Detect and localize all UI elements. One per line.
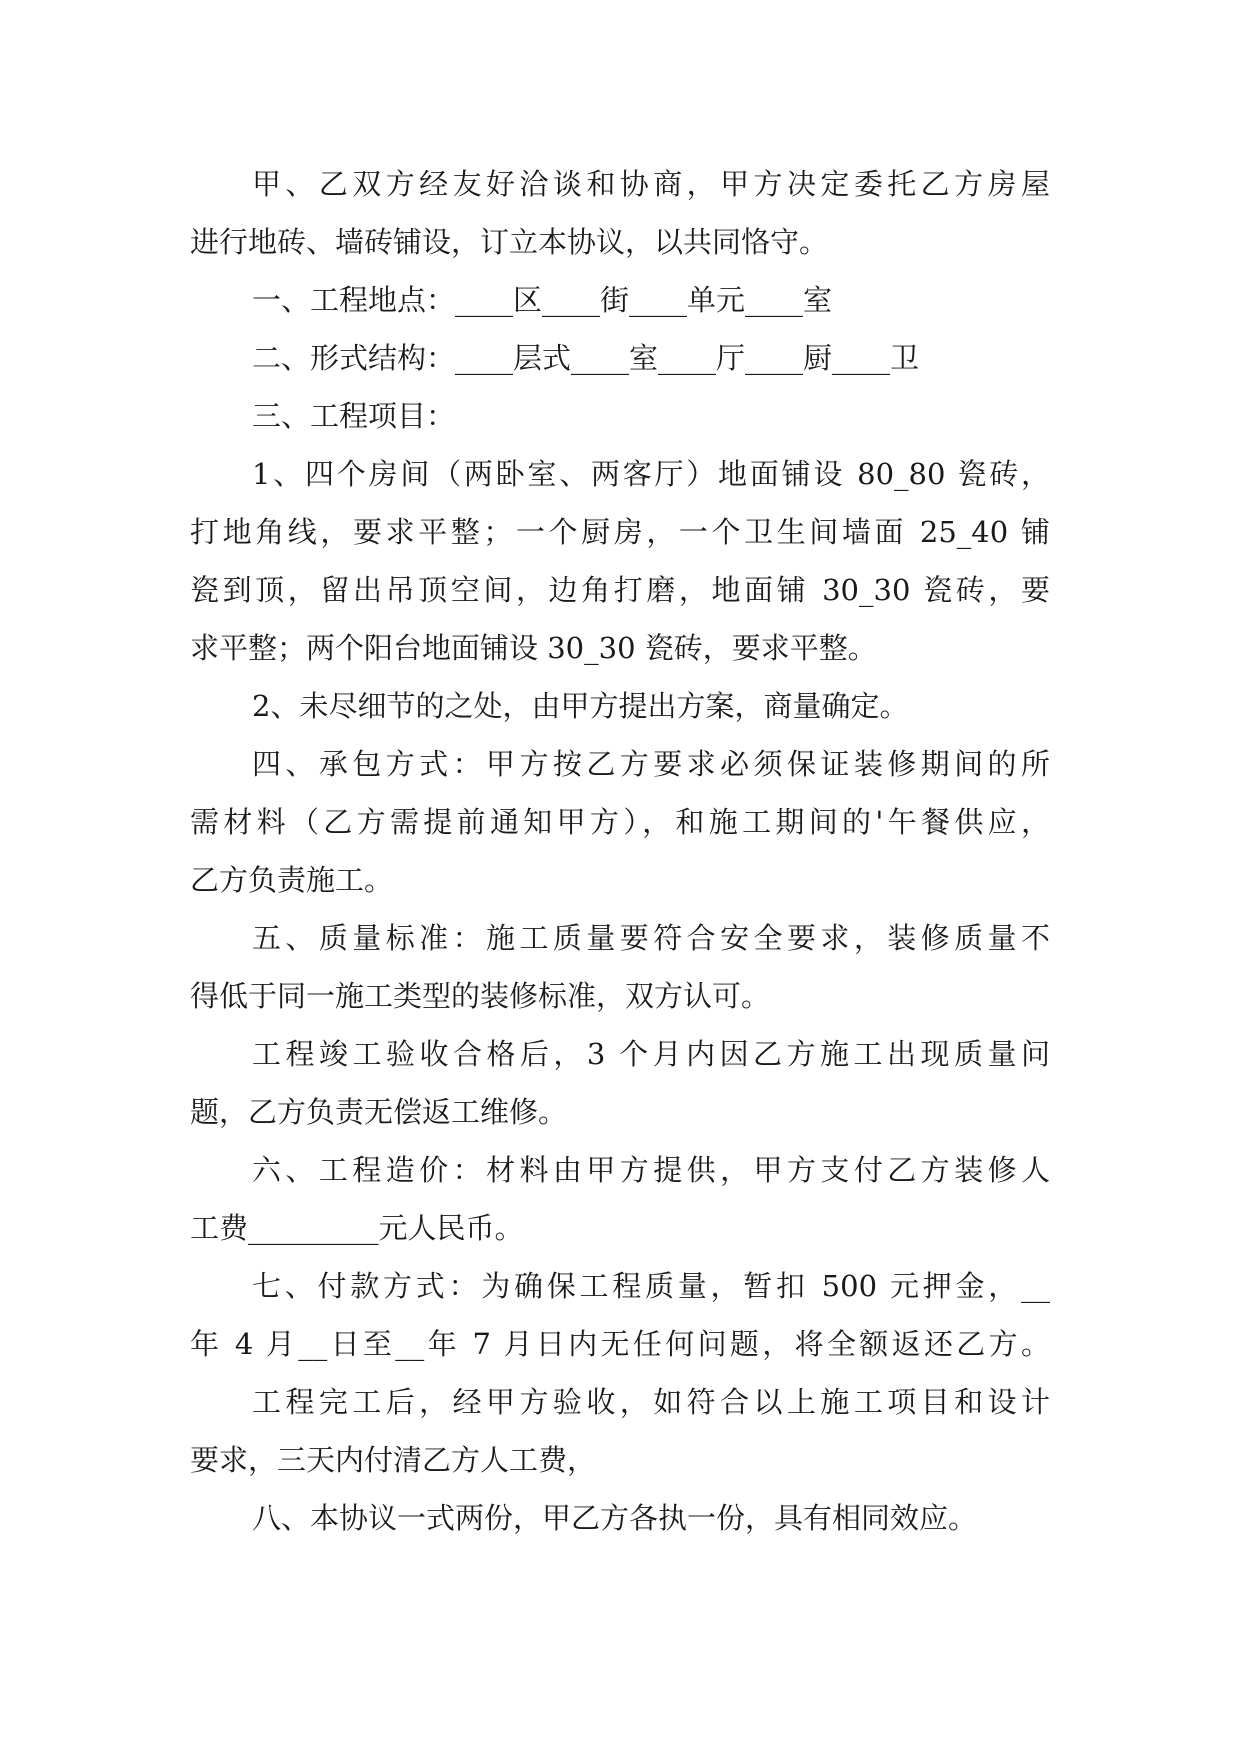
paragraph-line: 要求，三天内付清乙方人工费， [190,1443,597,1477]
paragraph-line: 2、未尽细节的之处，由甲方提出方案，商量确定。 [252,689,909,723]
paragraph-line: 五、质量标准：施工质量要符合安全要求，装修质量不 [252,921,1050,955]
agreement-body [190,155,1050,1547]
paragraph-line: 打地角线，要求平整；一个厨房，一个卫生间墙面 25_40 铺 [190,515,1050,549]
clause-structure: 二、形式结构：____层式____室____厅____厨____卫 [252,341,920,375]
clause-location: 一、工程地点：____区____街____单元____室 [252,283,833,317]
paragraph-line: 工程完工后，经甲方验收，如符合以上施工项目和设计 [252,1385,1050,1419]
paragraph-line: 甲、乙双方经友好洽谈和协商，甲方决定委托乙方房屋 [252,167,1050,201]
paragraph-line: 工程竣工验收合格后，3 个月内因乙方施工出现质量问 [252,1037,1050,1071]
paragraph-line: 1、四个房间（两卧室、两客厅）地面铺设 80_80 瓷砖， [252,457,1050,491]
paragraph-line: 工费_________元人民币。 [190,1211,524,1245]
paragraph-line: 四、承包方式：甲方按乙方要求必须保证装修期间的所 [252,747,1050,781]
clause-items-heading: 三、工程项目： [252,399,456,433]
paragraph-line: 进行地砖、墙砖铺设，订立本协议，以共同恪守。 [190,225,829,259]
paragraph-line: 六、工程造价：材料由甲方提供，甲方支付乙方装修人 [252,1153,1050,1187]
paragraph-line: 年 4 月__日至__年 7 月日内无任何问题，将全额返还乙方。 [190,1327,1050,1361]
paragraph-line: 题，乙方负责无偿返工维修。 [190,1095,568,1129]
paragraph-line: 得低于同一施工类型的装修标准，双方认可。 [190,979,771,1013]
paragraph-line: 瓷到顶，留出吊顶空间，边角打磨，地面铺 30_30 瓷砖，要 [190,573,1050,607]
paragraph-line: 七、付款方式：为确保工程质量，暂扣 500 元押金，__ [252,1269,1050,1303]
paragraph-line: 求平整；两个阳台地面铺设 30_30 瓷砖，要求平整。 [190,631,877,665]
paragraph-line: 乙方负责施工。 [190,863,394,897]
paragraph-line: 需材料（乙方需提前通知甲方），和施工期间的'午餐供应， [190,805,1050,839]
paragraph-line: 八、本协议一式两份，甲乙方各执一份，具有相同效应。 [252,1501,978,1535]
